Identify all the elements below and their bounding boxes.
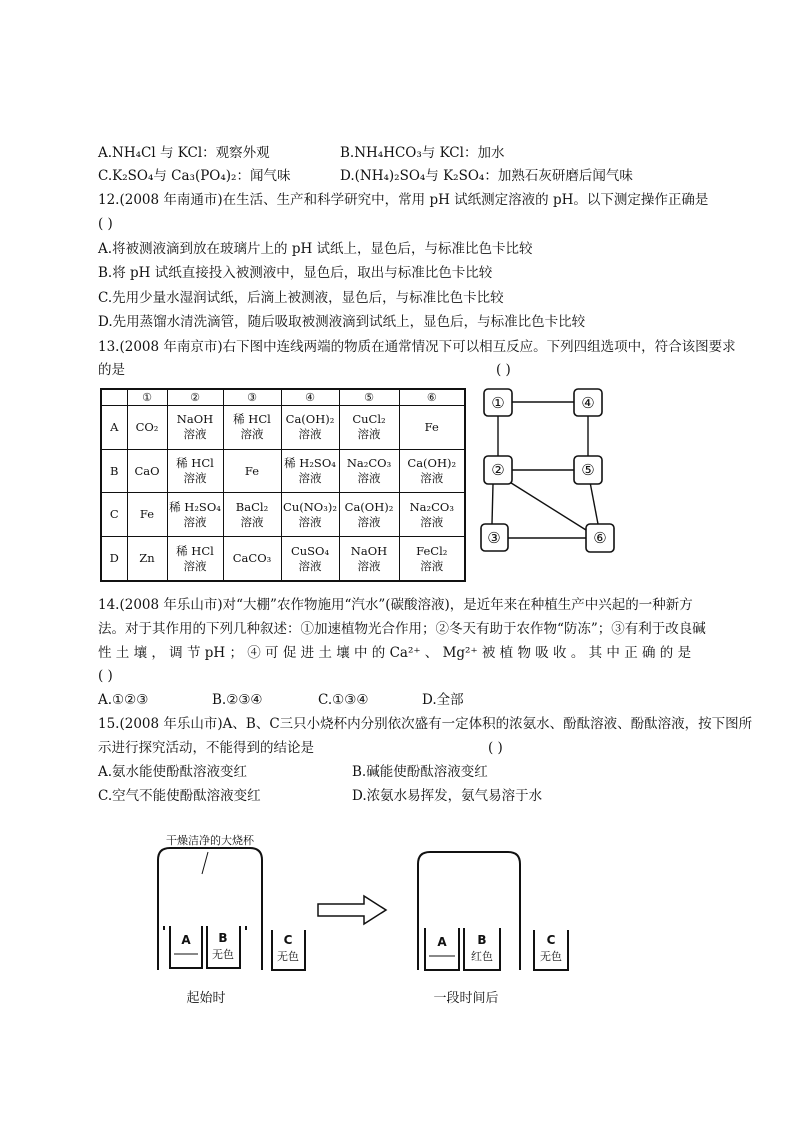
q11-option-b: B.NH₄HCO₃与 KCl：加水 (340, 145, 505, 161)
table-cell: Na₂CO₃ 溶液 (399, 493, 465, 537)
row-label-cell: B (101, 449, 127, 493)
q15-option-c: C.空气不能使酚酞溶液变红 (98, 788, 261, 804)
row-label-cell: A (101, 406, 127, 450)
table-cell: Fe (399, 406, 465, 450)
label-b-later: B (477, 933, 487, 947)
q15-line2: 示进行探究活动，不能得到的结论是 (98, 740, 314, 756)
table-cell: Ca(OH)₂ 溶液 (281, 406, 339, 450)
b-color-later: 红色 (471, 950, 493, 963)
node-6: ⑥ (593, 529, 607, 547)
q13-stem-line1: 13.(2008 年南京市)右下图中连线两端的物质在通常情况下可以相互反应。下列四组选项中，符合该图要求 (98, 339, 736, 355)
table-header-cell: ① (127, 389, 167, 406)
q11-option-c: C.K₂SO₄与 Ca₃(PO₄)₂：闻气味 (98, 168, 291, 184)
label-c-later: C (546, 933, 556, 947)
table-cell: 稀 H₂SO₄ 溶液 (281, 449, 339, 493)
table-cell: CO₂ (127, 406, 167, 450)
q11-option-d: D.(NH₄)₂SO₄与 K₂SO₄：加熟石灰研磨后闻气味 (340, 168, 633, 184)
q13-reaction-diagram (478, 382, 638, 562)
q14-line3: 性 土 壤 ， 调 节 pH ； ④ 可 促 进 土 壤 中 的 Ca²⁺ 、 Mg²⁺ 被 植 物 吸 收 。 其 中 正 确 的 是 (98, 645, 692, 661)
q12-option-c: C.先用少量水湿润试纸，后滴上被测液，显色后，与标准比色卡比较 (98, 290, 504, 306)
table-header-cell (101, 389, 127, 406)
table-cell: Ca(OH)₂ 溶液 (399, 449, 465, 493)
b-color-start: 无色 (212, 948, 234, 961)
q14-option-d: D.全部 (422, 692, 464, 708)
q15-answer-bracket: ( ) (488, 740, 503, 756)
table-cell: Fe (223, 449, 281, 493)
q13-stem-line2: 的是 (98, 362, 125, 378)
table-row (101, 406, 465, 450)
table-cell: 稀 HCl 溶液 (167, 537, 223, 581)
table-header-cell: ⑥ (399, 389, 465, 406)
caption-start: 起始时 (186, 991, 226, 1006)
q12-stem: 12.(2008 年南通市)在生活、生产和科学研究中，常用 pH 试纸测定溶液的 pH。以下测定操作正确是 (98, 192, 709, 208)
label-b-start: B (218, 931, 228, 945)
table-header-row (101, 389, 465, 406)
big-beaker-start (158, 848, 262, 970)
node-5: ⑤ (581, 461, 595, 479)
q12-option-d: D.先用蒸馏水清洗滴管，随后吸取被测液滴到试纸上，显色后，与标准比色卡比较 (98, 314, 586, 330)
table-cell: Cu(NO₃)₂ 溶液 (281, 493, 339, 537)
big-beaker-label: 干燥洁净的大烧杯 (166, 834, 254, 847)
table-row (101, 449, 465, 493)
q14-line1: 14.(2008 年乐山市)对“大棚”农作物施用“汽水”(碳酸溶液)，是近年来在种植生产中兴起的一种新方 (98, 597, 693, 613)
q14-option-a: A.①②③ (98, 692, 149, 708)
q13-answer-bracket: ( ) (496, 362, 511, 378)
q14-answer-bracket: ( ) (98, 668, 113, 684)
table-cell: CuSO₄ 溶液 (281, 537, 339, 581)
node-2: ② (491, 461, 505, 479)
table-cell: Fe (127, 493, 167, 537)
table-cell: BaCl₂ 溶液 (223, 493, 281, 537)
table-cell: CaCO₃ (223, 537, 281, 581)
table-cell: 稀 HCl 溶液 (223, 406, 281, 450)
q12-option-b: B.将 pH 试纸直接投入被测液中，显色后，取出与标准比色卡比较 (98, 265, 493, 281)
table-cell: NaOH 溶液 (339, 537, 399, 581)
q15-experiment-figure (120, 830, 590, 1020)
row-label-cell: C (101, 493, 127, 537)
q15-option-a: A.氨水能使酚酞溶液变红 (98, 764, 248, 780)
label-c-start: C (283, 933, 293, 947)
q14-option-b: B.②③④ (212, 692, 263, 708)
c-color-later: 无色 (540, 950, 562, 963)
q12-option-a: A.将被测液滴到放在玻璃片上的 pH 试纸上，显色后，与标准比色卡比较 (98, 241, 533, 257)
table-cell: CaO (127, 449, 167, 493)
node-3: ③ (487, 529, 501, 547)
q12-answer-bracket: ( ) (98, 216, 113, 232)
row-label-cell: D (101, 537, 127, 581)
table-cell: Na₂CO₃ 溶液 (339, 449, 399, 493)
table-header-cell: ④ (281, 389, 339, 406)
table-cell: Ca(OH)₂ 溶液 (339, 493, 399, 537)
table-header-cell: ⑤ (339, 389, 399, 406)
link-2-3 (492, 484, 493, 524)
node-1: ① (491, 394, 505, 412)
label-a-start: A (181, 933, 191, 947)
q11-option-a: A.NH₄Cl 与 KCl：观察外观 (98, 145, 270, 161)
table-cell: FeCl₂ 溶液 (399, 537, 465, 581)
table-header-cell: ② (167, 389, 223, 406)
q14-line2: 法。对于其作用的下列几种叙述：①加速植物光合作用；②冬天有助于农作物“防冻”；③有利于改良碱 (98, 621, 706, 637)
q15-option-d: D.浓氨水易挥发，氨气易溶于水 (352, 788, 543, 804)
table-cell: Zn (127, 537, 167, 581)
label-a-later: A (437, 935, 447, 949)
arrow-icon (318, 896, 386, 924)
table-row (101, 493, 465, 537)
table-cell: NaOH 溶液 (167, 406, 223, 450)
table-row (101, 537, 465, 581)
link-5-6 (590, 482, 598, 524)
table-cell: CuCl₂ 溶液 (339, 406, 399, 450)
q15-line1: 15.(2008 年乐山市)A、B、C三只小烧杯内分别依次盛有一定体积的浓氨水、酚酞溶液、酚酞溶液，按下图所 (98, 716, 753, 732)
caption-later: 一段时间后 (433, 991, 499, 1006)
c-color-start: 无色 (277, 950, 299, 963)
q14-option-c: C.①③④ (318, 692, 369, 708)
link-2-6 (508, 481, 586, 530)
node-4: ④ (581, 394, 595, 412)
q15-option-b: B.碱能使酚酞溶液变红 (352, 764, 488, 780)
table-header-cell: ③ (223, 389, 281, 406)
big-beaker-later (418, 852, 520, 970)
table-cell: 稀 H₂SO₄ 溶液 (167, 493, 223, 537)
q13-options-table (100, 388, 466, 582)
table-cell: 稀 HCl 溶液 (167, 449, 223, 493)
